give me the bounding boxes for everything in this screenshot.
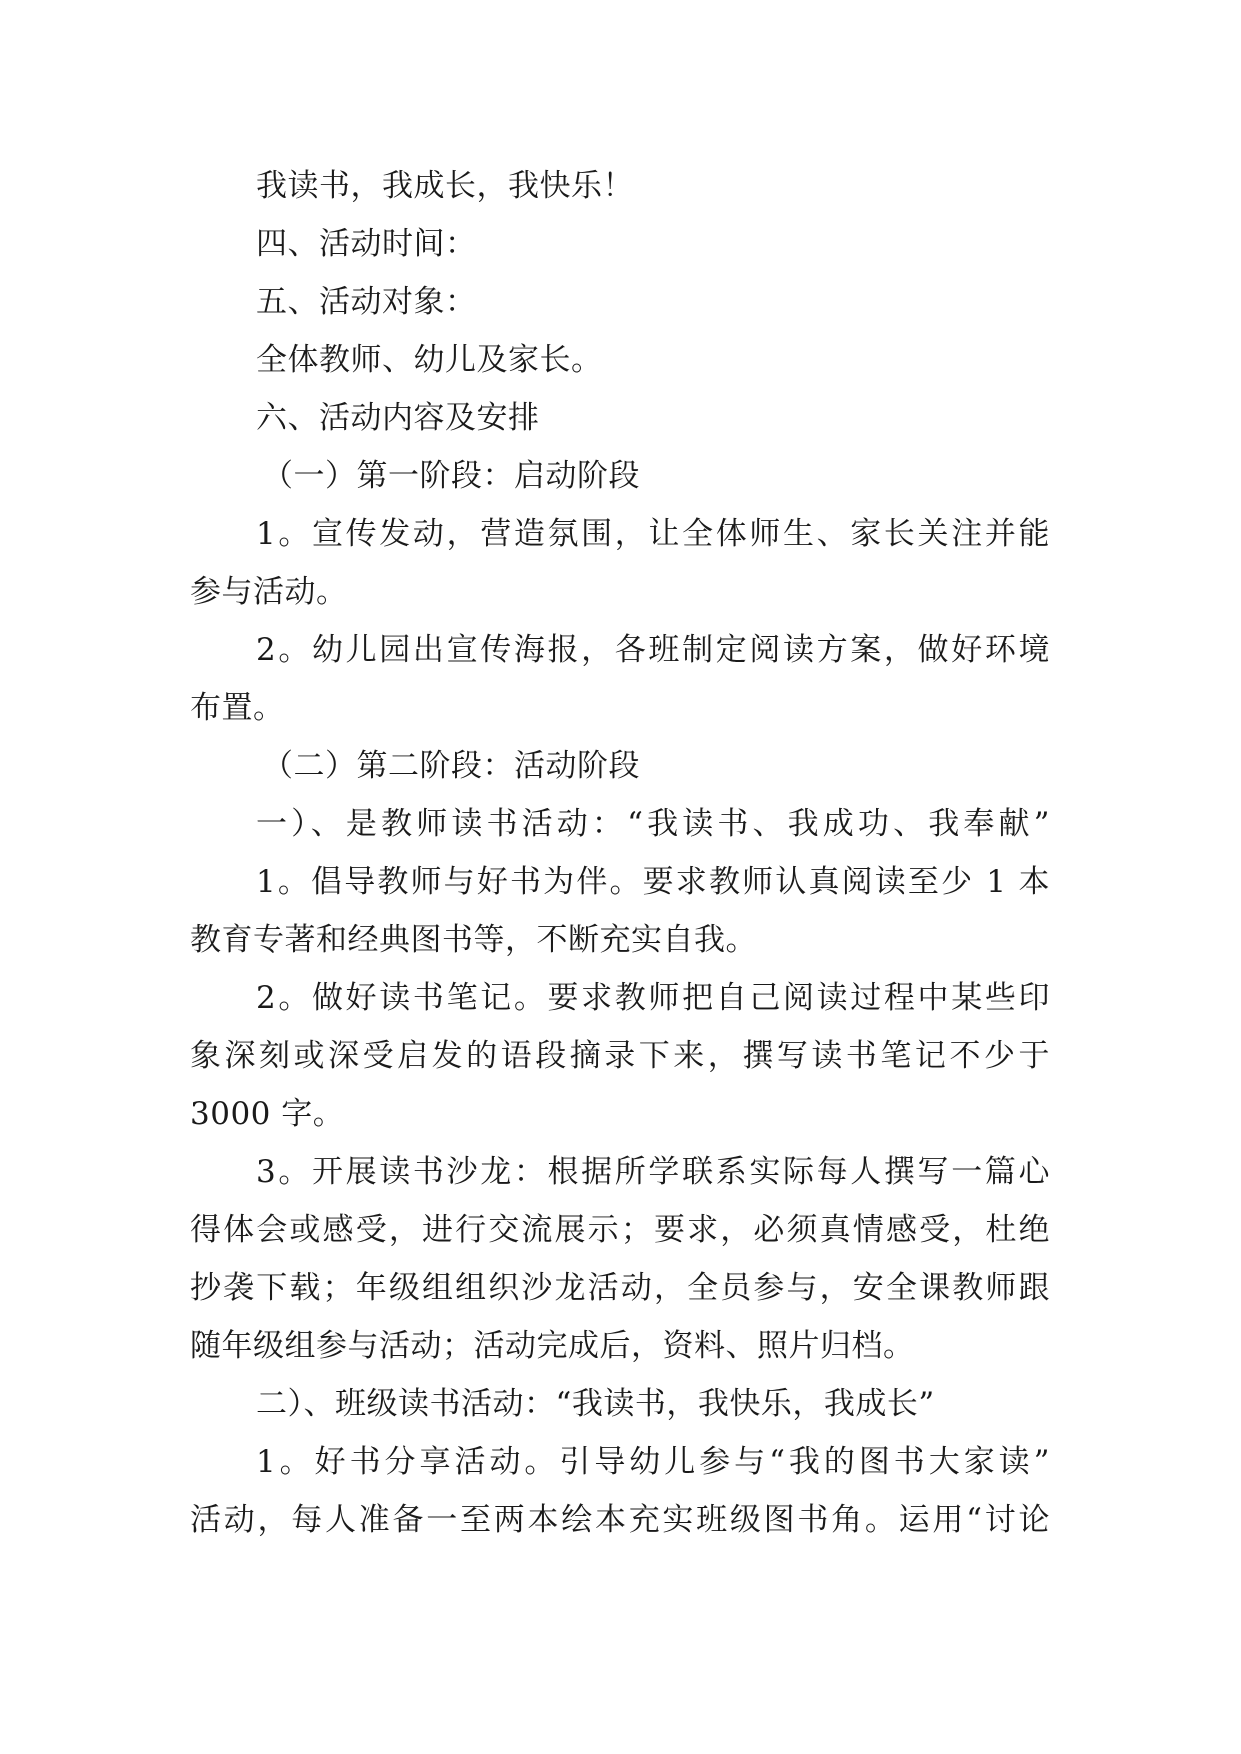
section-heading: 五、活动对象： [256, 284, 477, 320]
paragraph-line: 2。做好读书笔记。要求教师把自己阅读过程中某些印 [256, 980, 1050, 1016]
paragraph-line: 布置。 [190, 690, 285, 726]
paragraph-line: 1。宣传发动，营造氛围，让全体师生、家长关注并能 [256, 516, 1050, 552]
paragraph-line: 3。开展读书沙龙：根据所学联系实际每人撰写一篇心 [256, 1154, 1050, 1190]
subsection-heading: （一）第一阶段：启动阶段 [262, 458, 640, 494]
paragraph-line: 2。幼儿园出宣传海报，各班制定阅读方案，做好环境 [256, 632, 1050, 668]
paragraph-line: 教育专著和经典图书等，不断充实自我。 [190, 922, 757, 958]
subsection-heading: 二）、班级读书活动：“我读书，我快乐，我成长” [256, 1386, 935, 1422]
body-line: 我读书，我成长，我快乐！ [256, 168, 634, 204]
paragraph-line: 抄袭下载；年级组组织沙龙活动，全员参与，安全课教师跟 [190, 1270, 1050, 1306]
subsection-heading: 一）、是教师读书活动：“我读书、我成功、我奉献” [256, 806, 1050, 842]
paragraph-line: 随年级组参与活动；活动完成后，资料、照片归档。 [190, 1328, 915, 1364]
paragraph-line: 3000 字。 [190, 1096, 345, 1132]
paragraph-line: 1。倡导教师与好书为伴。要求教师认真阅读至少 1 本 [256, 864, 1050, 900]
body-line: 全体教师、幼儿及家长。 [256, 342, 603, 378]
subsection-heading: （二）第二阶段：活动阶段 [262, 748, 640, 784]
section-heading: 四、活动时间： [256, 226, 477, 262]
paragraph-line: 象深刻或深受启发的语段摘录下来，撰写读书笔记不少于 [190, 1038, 1050, 1074]
section-heading: 六、活动内容及安排 [256, 400, 540, 436]
paragraph-line: 1。好书分享活动。引导幼儿参与“我的图书大家读” [256, 1444, 1050, 1480]
paragraph-line: 参与活动。 [190, 574, 348, 610]
paragraph-line: 得体会或感受，进行交流展示；要求，必须真情感受，杜绝 [190, 1212, 1050, 1248]
paragraph-line: 活动，每人准备一至两本绘本充实班级图书角。运用“讨论 [190, 1502, 1050, 1538]
